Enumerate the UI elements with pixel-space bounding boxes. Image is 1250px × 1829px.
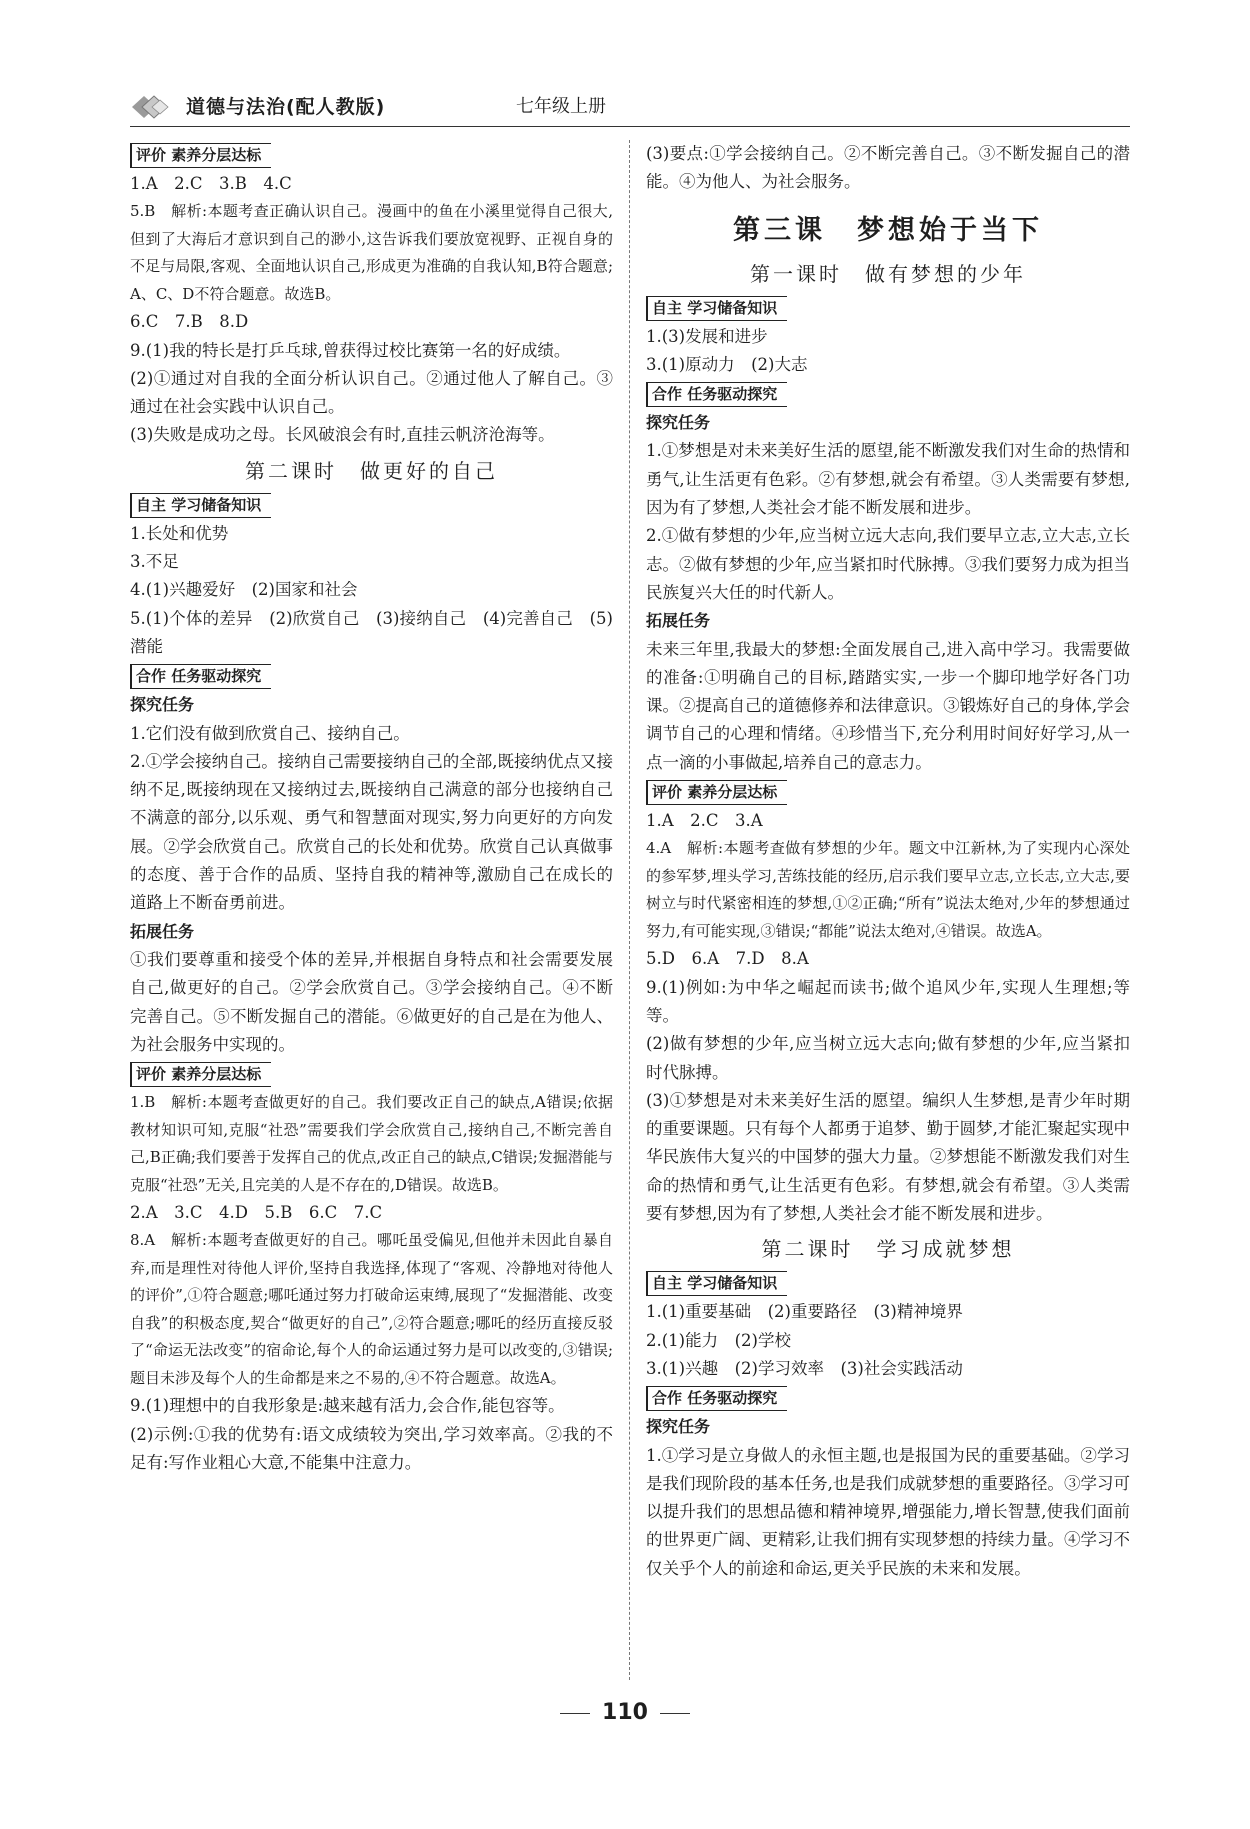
answer-line: (2)做有梦想的少年,应当树立远大志向;做有梦想的少年,应当紧扣时代脉搏。 (646, 1034, 1130, 1082)
answer-line: 3.不足 (130, 552, 179, 572)
section-tag: 评价 素养分层达标 (130, 143, 271, 168)
header-rule (130, 126, 1130, 127)
right-column (646, 140, 1130, 1583)
section-tag: 自主 学习储备知识 (646, 1271, 787, 1296)
section-tag: 合作 任务驱动探究 (130, 664, 271, 689)
book-title: 道德与法治(配人教版) (186, 96, 386, 118)
task-heading: 拓展任务 (130, 921, 195, 941)
answer-line: 2.A 3.C 4.D 5.B 6.C 7.C (130, 1203, 383, 1223)
section-tag: 自主 学习储备知识 (130, 493, 271, 518)
answer-line: (3)要点:①学会接纳自己。②不断完善自己。③不断发掘自己的潜能。④为他人、为社会服务。 (646, 144, 1130, 192)
answer-line: (3)①梦想是对未来美好生活的愿望。编织人生梦想,是青少年时期的重要课题。只有每个人都勇于追梦、勤于圆梦,才能汇聚起实现中华民族伟大复兴的中国梦的强大力量。②梦想能不断激发我们对生命的热情和勇气,让生活更有色彩。有梦想,就会有希望。③人类需要有梦想,因为有了梦想,人类社会才能不断发展和进步。 (646, 1090, 1130, 1224)
section-title: 第二课时 做更好的自己 (245, 458, 498, 483)
answer-line: 1.(3)发展和进步 (646, 326, 768, 346)
section-title: 第一课时 做有梦想的少年 (750, 261, 1026, 286)
page-number-dash-right (660, 1713, 690, 1714)
left-column (130, 140, 613, 1477)
grade-label: 七年级上册 (516, 96, 606, 117)
answer-line: (2)示例:①我的优势有:语文成绩较为突出,学习效率高。②我的不足有:写作业粗心大意,不能集中注意力。 (130, 1424, 613, 1473)
answer-line: 1.①学习是立身做人的永恒主题,也是报国为民的重要基础。②学习是我们现阶段的基本任务,也是我们成就梦想的重要路径。③学习可以提升我们的思想品德和精神境界,增强能力,增长智慧,使我们面前的世界更广阔、更精彩,让我们拥有实现梦想的持续力量。④学习不仅关乎个人的前途和命运,更关乎民族的未来和发展。 (646, 1445, 1130, 1578)
answer-line: 3.(1)兴趣 (2)学习效率 (3)社会实践活动 (646, 1358, 963, 1378)
answer-line: 2.①做有梦想的少年,应当树立远大志向,我们要早立志,立大志,立长志。②做有梦想的少年,应当紧扣时代脉搏。③我们要努力成为担当民族复兴大任的时代新人。 (646, 526, 1130, 602)
answer-line: 9.(1)例如:为中华之崛起而读书;做个追风少年,实现人生理想;等等。 (646, 977, 1130, 1025)
task-heading: 探究任务 (130, 695, 195, 715)
answer-line: ①我们要尊重和接受个体的差异,并根据自身特点和社会需要发展自己,做更好的自己。②学会欣赏自己。③学会接纳自己。④不断完善自己。⑤不断发掘自己的潜能。⑥做更好的自己是在为他人、为社会服务中实现的。 (130, 949, 613, 1054)
answer-line: 1.A 2.C 3.B 4.C (130, 174, 292, 193)
answer-line: (2)①通过对自我的全面分析认识自己。②通过他人了解自己。③通过在社会实践中认识自己。 (130, 368, 613, 417)
answer-line: 1.(1)重要基础 (2)重要路径 (3)精神境界 (646, 1302, 963, 1322)
section-tag: 评价 素养分层达标 (646, 780, 787, 805)
answer-line: 5.D 6.A 7.D 8.A (646, 949, 809, 969)
answer-line: 1.它们没有做到欣赏自己、接纳自己。 (130, 723, 410, 743)
answer-line: 2.①学会接纳自己。接纳自己需要接纳自己的全部,既接纳优点又接纳不足,既接纳现在又接纳过去,既接纳自己满意的部分也接纳自己不满意的部分,以乐观、勇气和智慧面对现实,努力向更好的方向发展。②学会欣赏自己。欣赏自己的长处和优势。欣赏自己认真做事的态度、善于合作的品质、坚持自我的精神等,激励自己在成长的道路上不断奋勇前进。 (130, 751, 613, 913)
section-tag: 自主 学习储备知识 (646, 296, 787, 321)
answer-line: 5.(1)个体的差异 (2)欣赏自己 (3)接纳自己 (4)完善自己 (5)潜能 (130, 608, 613, 656)
answer-explanation: 4.A 解析:本题考查做有梦想的少年。题文中江新林,为了实现内心深处的参军梦,埋头学习,苦练技能的经历,启示我们要早立志,立长志,立大志,要树立与时代紧密相连的梦想,①②正确;“所有”说法太绝对,少年的梦想通过努力,有可能实现,③错误;“都能”说法太绝对,④错误。故选A。 (646, 839, 1130, 940)
page-header (130, 88, 1130, 124)
answer-line: 9.(1)理想中的自我形象是:越来越有活力,会合作,能包容等。 (130, 1396, 565, 1416)
task-heading: 探究任务 (646, 1417, 711, 1437)
section-tag: 合作 任务驱动探究 (646, 1386, 787, 1411)
column-divider (629, 140, 630, 1680)
answer-line: 未来三年里,我最大的梦想:全面发展自己,进入高中学习。我需要做的准备:①明确自己的目标,踏踏实实,一步一个脚印地学好各门功课。②提高自己的道德修养和法律意识。③锻炼好自己的身体,学会调节自己的心理和情绪。④珍惜当下,充分利用时间好好学习,从一点一滴的小事做起,培养自己的意志力。 (646, 639, 1130, 772)
answer-line: 2.(1)能力 (2)学校 (646, 1330, 791, 1350)
answer-explanation: 1.B 解析:本题考查做更好的自己。我们要改正自己的缺点,A错误;依据教材知识可知,克服“社恐”需要我们学会欣赏自己,接纳自己,不断完善自己,B正确;我们要善于发挥自己的优点,改正自己的缺点,C错误;发掘潜能与克服“社恐”无关,且完美的人是不存在的,D错误。故选B。 (130, 1093, 613, 1194)
section-tag: 评价 素养分层达标 (130, 1062, 271, 1087)
task-heading: 拓展任务 (646, 611, 711, 631)
answer-explanation: 8.A 解析:本题考查做更好的自己。哪吒虽受偏见,但他并未因此自暴自弃,而是理性对待他人评价,坚持自我选择,体现了“客观、冷静地对待他人的评价”,①符合题意;哪吒通过努力打破命运束缚,展现了“发掘潜能、改变自我”的积极态度,契合“做更好的自己”,②符合题意;哪吒的经历直接反驳了“命运无法改变”的宿命论,每个人的命运通过努力是可以改变的,③错误;题目未涉及每个人的生命都是来之不易的,④不符合题意。故选A。 (130, 1231, 613, 1387)
task-heading: 探究任务 (646, 413, 711, 433)
answer-line: (3)失败是成功之母。长风破浪会有时,直挂云帆济沧海等。 (130, 425, 555, 445)
answer-line: 4.(1)兴趣爱好 (2)国家和社会 (130, 580, 358, 600)
section-title: 第二课时 学习成就梦想 (761, 1237, 1015, 1262)
answer-line: 9.(1)我的特长是打乒乓球,曾获得过校比赛第一名的好成绩。 (130, 340, 571, 360)
section-tag: 合作 任务驱动探究 (646, 382, 787, 407)
lesson-title: 第三课 梦想始于当下 (733, 214, 1043, 246)
diamond-logo-icon (130, 94, 174, 120)
page-number (0, 1700, 1250, 1725)
answer-line: 1.A 2.C 3.A (646, 811, 763, 831)
answer-explanation: 5.B 解析:本题考查正确认识自己。漫画中的鱼在小溪里觉得自己很大,但到了大海后才意识到自己的渺小,这告诉我们要放宽视野、正视自身的不足与局限,客观、全面地认识自己,形成更为准确的自我认知,B符合题意;A、C、D不符合题意。故选B。 (130, 202, 613, 303)
page-number-dash-left (560, 1713, 590, 1714)
answer-line: 1.①梦想是对未来美好生活的愿望,能不断激发我们对生命的热情和勇气,让生活更有色彩。②有梦想,就会有希望。③人类需要有梦想,因为有了梦想,人类社会才能不断发展和进步。 (646, 441, 1130, 518)
answer-line: 1.长处和优势 (130, 523, 229, 543)
answer-line: 3.(1)原动力 (2)大志 (646, 354, 808, 374)
page-number-value: 110 (602, 1700, 648, 1725)
answer-line: 6.C 7.B 8.D (130, 312, 249, 332)
